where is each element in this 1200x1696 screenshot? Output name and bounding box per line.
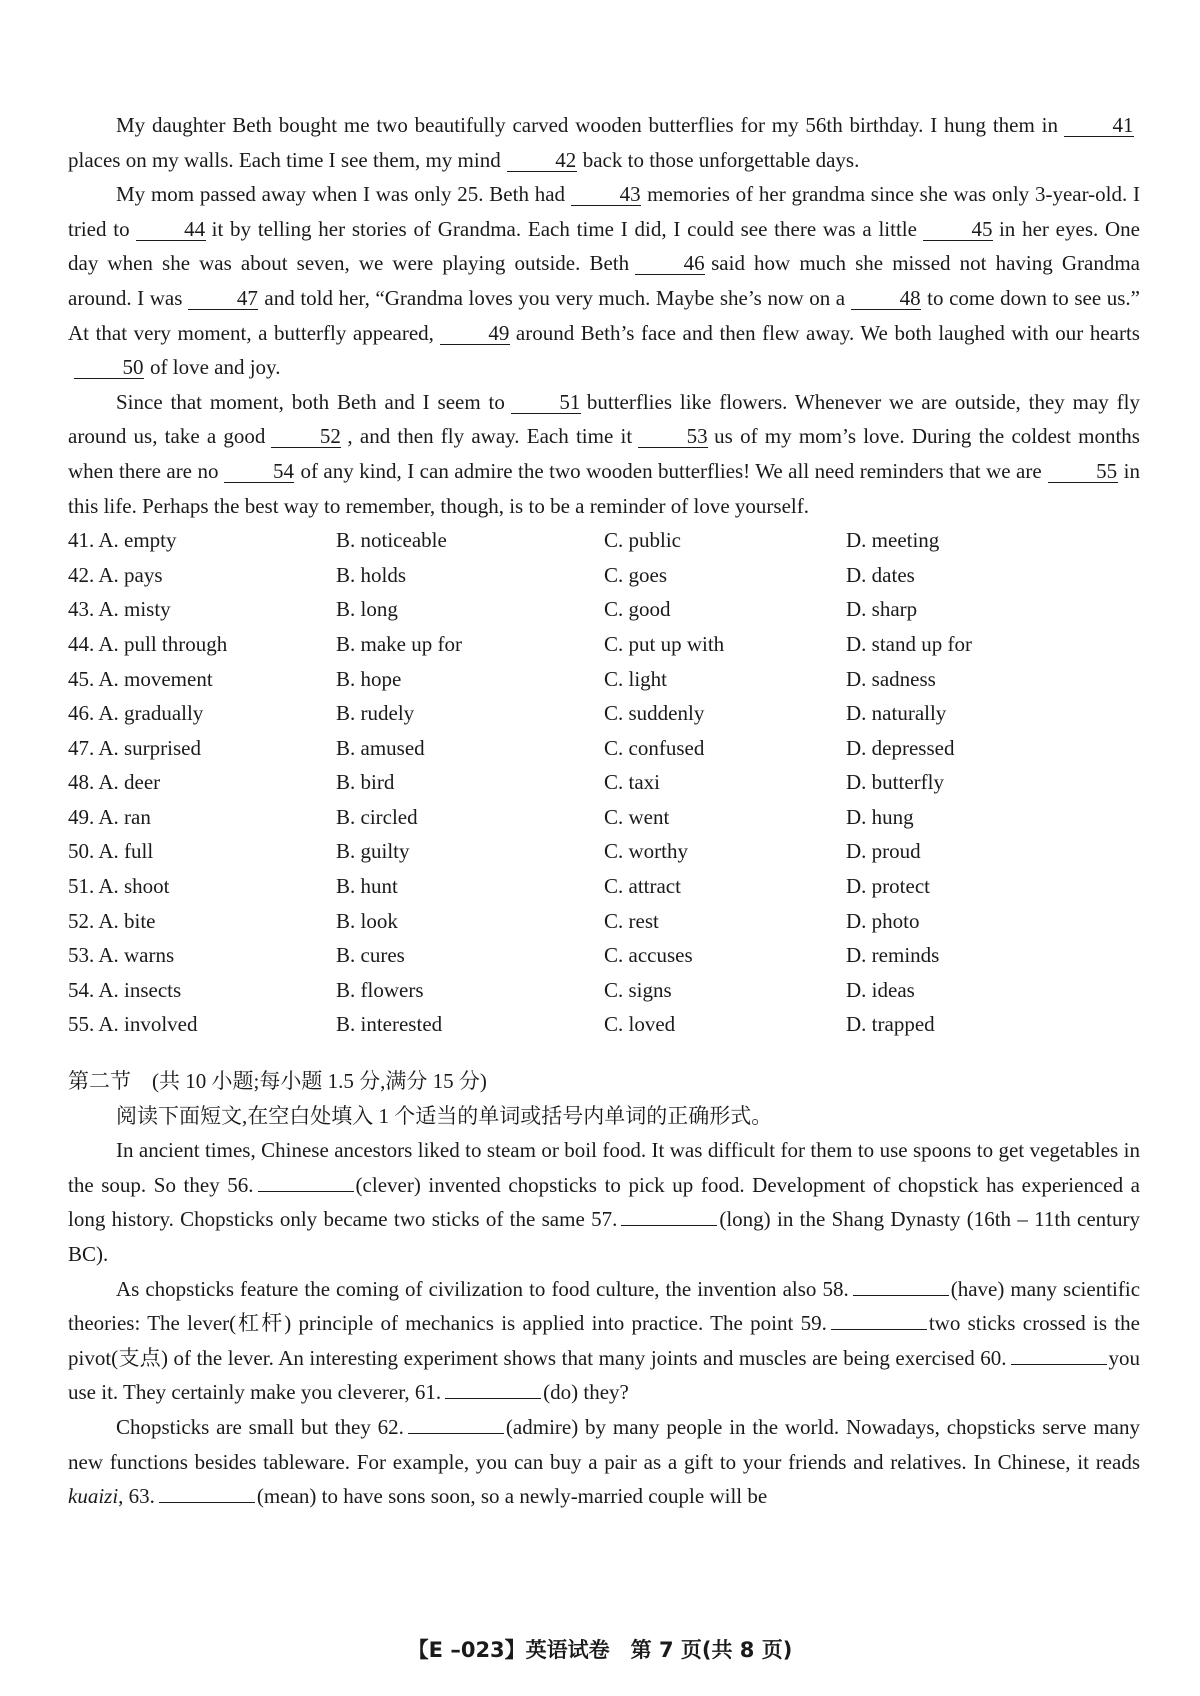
option-a: 43. A. misty [68, 597, 171, 622]
option-a: 44. A. pull through [68, 631, 228, 656]
option-a: 46. A. gradually [68, 701, 204, 726]
passage-paragraph-1 [68, 108, 1140, 177]
text: (clever) invented chopsticks to pick up food. Development of chopstick has experienced a long history. Chopsticks only became two sticks of the same 57. [68, 1172, 1140, 1232]
blank-50: 50 [74, 356, 144, 379]
text: around Beth’s face and then flew away. We both laughed with our hearts [515, 320, 1140, 345]
option-c: C. light [604, 666, 668, 691]
option-row-52 [68, 904, 1140, 939]
option-d: D. stand up for [846, 631, 972, 656]
option-b: B. rudely [336, 701, 415, 726]
option-b: B. hope [336, 666, 402, 691]
option-b: B. interested [336, 1012, 443, 1037]
text: it by telling her stories of Grandma. Each time I did, I could see there was a little [211, 216, 917, 241]
option-a: 50. A. full [68, 839, 154, 864]
option-b: B. amused [336, 735, 425, 760]
text: My mom passed away when I was only 25. Beth had [116, 182, 566, 207]
text: (admire) by many people in the world. Nowadays, chopsticks serve many new functions besides tableware. For example, you can buy a pair as a gift to your friends and relatives. In Chinese, it reads [68, 1414, 1140, 1474]
italic-word: kuaizi [68, 1484, 119, 1509]
option-b: B. circled [336, 804, 418, 829]
blank-55: 55 [1048, 460, 1118, 483]
text: said how much she missed not having Grandma around. I was [68, 251, 1140, 310]
option-row-47 [68, 731, 1140, 766]
text: memories of her grandma since she was only 3-year-old. I tried to [68, 182, 1141, 241]
option-a: 54. A. insects [68, 977, 182, 1002]
text: places on my walls. Each time I see them, my mind [68, 147, 501, 172]
option-row-41 [68, 523, 1140, 558]
option-b: B. long [336, 597, 398, 622]
option-c: C. goes [604, 562, 667, 587]
option-row-43 [68, 592, 1140, 627]
text: back to those unforgettable days. [582, 147, 860, 172]
answer-blank-60[interactable] [1011, 1344, 1107, 1365]
option-a: 42. A. pays [68, 562, 163, 587]
text: As chopsticks feature the coming of civilization to food culture, the invention also 58. [116, 1276, 849, 1301]
blank-42: 42 [507, 149, 577, 172]
blank-54: 54 [224, 460, 294, 483]
option-b: B. hunt [336, 874, 398, 899]
option-c: C. signs [604, 977, 672, 1002]
option-row-46 [68, 696, 1140, 731]
option-a: 47. A. surprised [68, 735, 201, 760]
option-row-50 [68, 834, 1140, 869]
blank-53: 53 [638, 425, 708, 448]
option-b: B. holds [336, 562, 407, 587]
option-row-51 [68, 869, 1140, 904]
option-row-48 [68, 765, 1140, 800]
section2-paragraph-3 [68, 1410, 1140, 1514]
option-d: D. proud [846, 839, 921, 864]
section2-paragraph-2 [68, 1272, 1140, 1410]
blank-45: 45 [923, 218, 993, 241]
answer-blank-62[interactable] [408, 1413, 504, 1434]
answer-blank-56[interactable] [258, 1171, 354, 1192]
text: , and then fly away. Each time it [347, 424, 633, 449]
blank-43: 43 [571, 183, 641, 206]
text: to come down to see us.” At that very moment, a butterfly appeared, [68, 285, 1141, 345]
blank-49: 49 [440, 322, 510, 345]
option-c: C. worthy [604, 839, 688, 864]
option-c: C. taxi [604, 770, 660, 795]
option-row-53 [68, 938, 1140, 973]
section2-paragraph-1 [68, 1133, 1140, 1271]
answer-blank-57[interactable] [621, 1205, 717, 1226]
option-d: D. reminds [846, 943, 940, 968]
text: My daughter Beth bought me two beautifully carved wooden butterflies for my 56th birthday. I hung them in [116, 113, 1058, 137]
option-c: C. public [604, 528, 681, 553]
text: (have) many scientific theories: The lever(杠杆) principle of mechanics is applied into practice. The point 59. [68, 1276, 1141, 1336]
option-row-55 [68, 1007, 1140, 1042]
text: two sticks crossed is the pivot(支点) of the lever. An interesting experiment shows that many joints and muscles are being exercised 60. [68, 1311, 1140, 1370]
option-d: D. trapped [846, 1012, 935, 1037]
option-d: D. meeting [846, 528, 940, 553]
option-c: C. confused [604, 735, 705, 760]
option-a: 41. A. empty [68, 528, 177, 553]
blank-47: 47 [188, 287, 258, 310]
option-a: 53. A. warns [68, 943, 175, 968]
option-d: D. depressed [846, 735, 955, 760]
option-b: B. noticeable [336, 528, 447, 553]
text: , 63. [118, 1484, 155, 1509]
blank-48: 48 [851, 287, 921, 310]
option-a: 52. A. bite [68, 908, 156, 933]
option-row-49 [68, 800, 1140, 835]
exam-page [68, 108, 1140, 1514]
option-d: D. protect [846, 874, 930, 899]
option-a: 45. A. movement [68, 666, 213, 691]
text: (do) they? [543, 1380, 629, 1405]
text: (mean) to have sons soon, so a newly-married couple will be [256, 1484, 768, 1509]
answer-blank-63[interactable] [159, 1482, 255, 1503]
option-row-45 [68, 662, 1140, 697]
option-a: 49. A. ran [68, 804, 151, 829]
blank-52: 52 [271, 425, 341, 448]
text: Chopsticks are small but they 62. [116, 1414, 404, 1439]
blank-41: 41 [1064, 114, 1134, 137]
text: In ancient times, Chinese ancestors liked to steam or boil food. It was difficult for them to use spoons to get vegetables in the soup. So they 56. [68, 1138, 1140, 1197]
option-d: D. dates [846, 562, 915, 587]
option-c: C. suddenly [604, 701, 705, 726]
text: in her eyes. One day when she was about seven, we were playing outside. Beth [68, 216, 1141, 276]
text: butterflies like flowers. Whenever we are outside, they may fly around us, take a good [68, 389, 1140, 449]
section-instruction: 阅读下面短文,在空白处填入 1 个适当的单词或括号内单词的正确形式。 [116, 1103, 773, 1128]
option-b: B. look [336, 908, 398, 933]
option-row-44 [68, 627, 1140, 662]
text: Since that moment, both Beth and I seem to [116, 389, 505, 414]
answer-options [68, 523, 1140, 1042]
option-c: C. attract [604, 874, 681, 899]
option-d: D. sharp [846, 597, 918, 622]
passage-paragraph-3 [68, 385, 1140, 523]
option-c: C. accuses [604, 943, 693, 968]
text: (long) in the Shang Dynasty (16th – 11th century BC). [68, 1207, 1141, 1266]
option-a: 48. A. deer [68, 770, 161, 795]
option-a: 55. A. involved [68, 1012, 198, 1037]
option-b: B. guilty [336, 839, 410, 864]
page-footer: 【E –023】英语试卷 第 7 页(共 8 页) [407, 1638, 793, 1662]
option-a: 51. A. shoot [68, 874, 170, 899]
option-c: C. put up with [604, 631, 725, 656]
text: us of my mom’s love. During the coldest months when there are no [68, 424, 1140, 483]
text: and told her, “Grandma loves you very much. Maybe she’s now on a [264, 285, 846, 310]
text: of any kind, I can admire the two wooden butterflies! We all need reminders that we are [300, 458, 1042, 483]
option-b: B. cures [336, 943, 405, 968]
option-d: D. hung [846, 804, 914, 829]
blank-46: 46 [635, 252, 705, 275]
blank-51: 51 [511, 391, 581, 414]
option-d: D. ideas [846, 977, 915, 1002]
option-c: C. good [604, 597, 671, 622]
option-row-54 [68, 973, 1140, 1008]
option-d: D. sadness [846, 666, 936, 691]
answer-blank-59[interactable] [831, 1309, 927, 1330]
option-b: B. flowers [336, 977, 424, 1002]
option-c: C. loved [604, 1012, 676, 1037]
text: in this life. Perhaps the best way to remember, though, is to be a reminder of love yourself. [68, 458, 1141, 518]
option-c: C. went [604, 804, 670, 829]
option-d: D. photo [846, 908, 920, 933]
option-c: C. rest [604, 908, 659, 933]
answer-blank-61[interactable] [445, 1378, 541, 1399]
blank-44: 44 [136, 218, 206, 241]
text: you use it. They certainly make you cleverer, 61. [68, 1345, 1140, 1405]
option-b: B. make up for [336, 631, 462, 656]
text: of love and joy. [150, 355, 281, 380]
section-heading: 第二节 (共 10 小题;每小题 1.5 分,满分 15 分) [68, 1069, 487, 1094]
option-d: D. naturally [846, 701, 947, 726]
option-row-42 [68, 558, 1140, 593]
option-b: B. bird [336, 770, 395, 795]
passage-paragraph-2 [68, 177, 1140, 385]
answer-blank-58[interactable] [853, 1275, 949, 1296]
option-d: D. butterfly [846, 770, 944, 795]
